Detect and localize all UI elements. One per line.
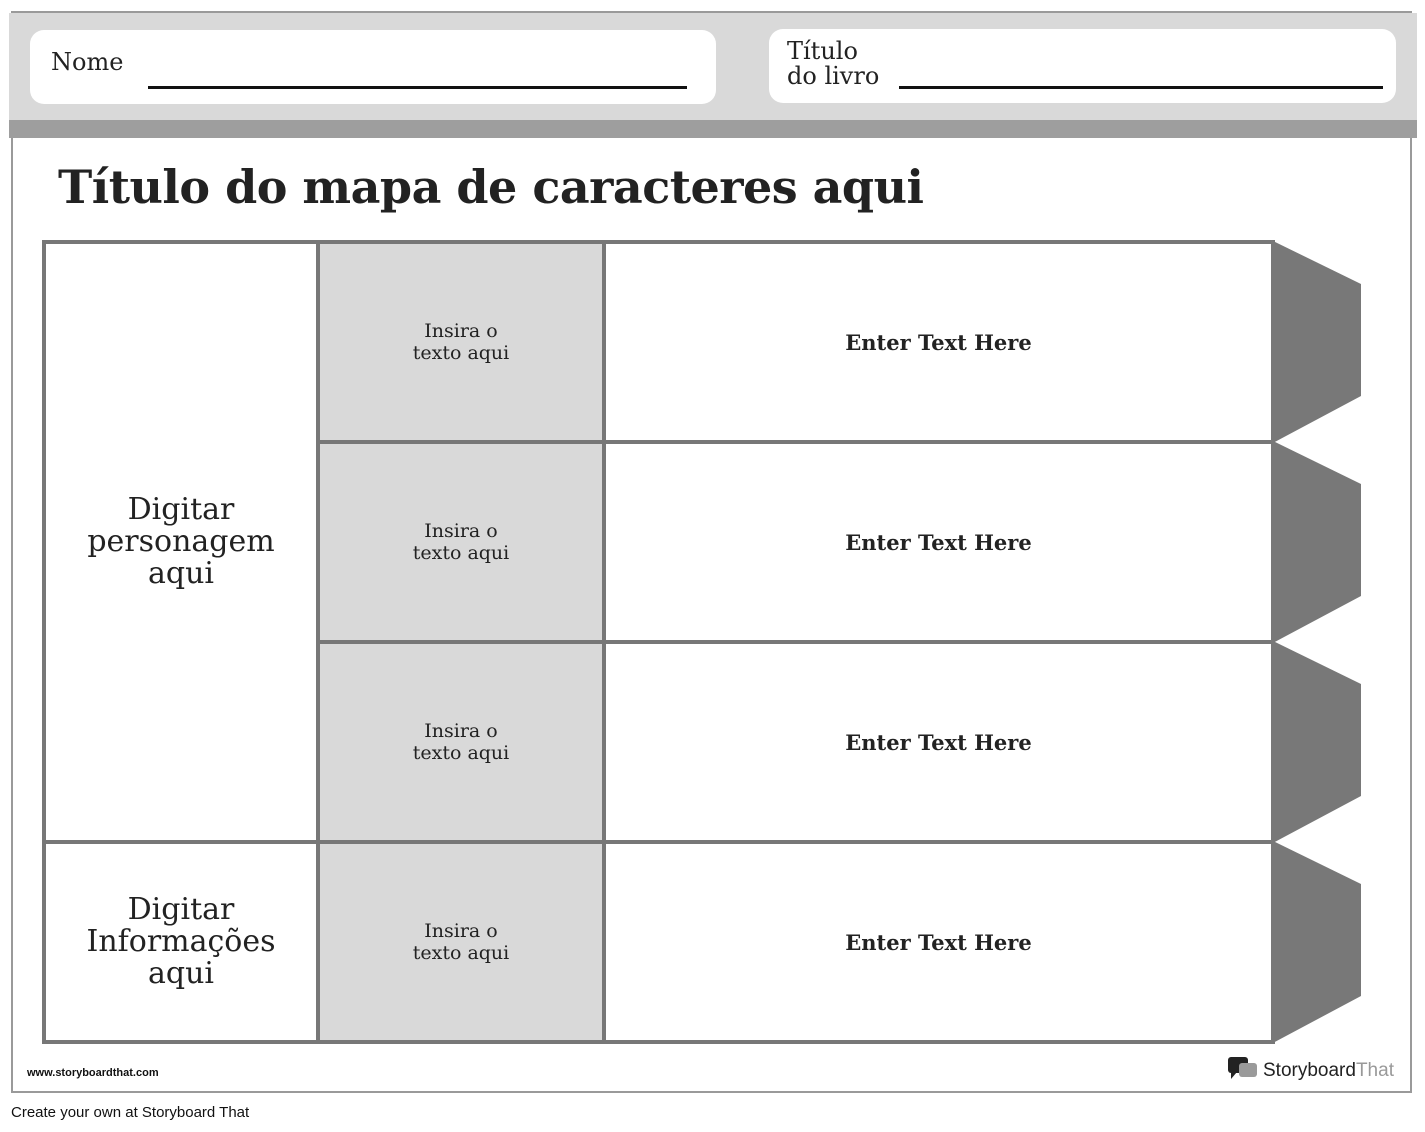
trait-text-1: Insira o texto aqui bbox=[412, 320, 510, 364]
arrow-tab-icon bbox=[1271, 840, 1361, 1044]
evidence-cell-2[interactable] bbox=[602, 440, 1275, 644]
trait-text-3: Insira o texto aqui bbox=[412, 720, 510, 764]
character-info-text: Digitar Informações aqui bbox=[86, 892, 276, 991]
book-title-field-box bbox=[769, 29, 1396, 103]
name-input-line[interactable] bbox=[148, 86, 687, 89]
arrow-tab-icon bbox=[1271, 440, 1361, 644]
evidence-text-1: Enter Text Here bbox=[845, 329, 1032, 355]
book-title-label-line1: Título bbox=[787, 37, 858, 65]
name-field-box bbox=[30, 30, 716, 104]
trait-cell-3[interactable] bbox=[316, 640, 606, 844]
site-url[interactable]: www.storyboardthat.com bbox=[27, 1067, 159, 1079]
book-title-label bbox=[787, 39, 897, 89]
evidence-cell-4[interactable] bbox=[602, 840, 1275, 1044]
book-title-input-line[interactable] bbox=[899, 86, 1383, 89]
logo-word-storyboard: Storyboard bbox=[1263, 1060, 1356, 1081]
footer-credit[interactable]: Create your own at Storyboard That bbox=[11, 1104, 250, 1121]
trait-cell-2[interactable] bbox=[316, 440, 606, 644]
logo-word-that: That bbox=[1355, 1060, 1394, 1081]
trait-text-2: Insira o texto aqui bbox=[412, 520, 510, 564]
header-strip bbox=[9, 120, 1417, 138]
arrow-tab-icon bbox=[1271, 640, 1361, 844]
character-name-text: Digitar personagem aqui bbox=[87, 492, 275, 591]
chat-bubbles-logo-icon bbox=[1228, 1056, 1258, 1086]
evidence-text-2: Enter Text Here bbox=[845, 529, 1032, 555]
evidence-cell-1[interactable] bbox=[602, 240, 1275, 444]
logo-wordmark bbox=[1263, 1060, 1394, 1082]
name-label: Nome bbox=[51, 48, 124, 76]
trait-cell-4[interactable] bbox=[316, 840, 606, 1044]
evidence-text-3: Enter Text Here bbox=[845, 729, 1032, 755]
page-title[interactable]: Título do mapa de caracteres aqui bbox=[58, 160, 924, 214]
character-name-cell[interactable] bbox=[42, 240, 320, 844]
arrow-tab-icon bbox=[1271, 240, 1361, 444]
evidence-cell-3[interactable] bbox=[602, 640, 1275, 844]
storyboardthat-logo[interactable] bbox=[1228, 1056, 1394, 1086]
book-title-label-line2: do livro bbox=[787, 62, 880, 90]
trait-cell-1[interactable] bbox=[316, 240, 606, 444]
character-info-cell[interactable] bbox=[42, 840, 320, 1044]
evidence-text-4: Enter Text Here bbox=[845, 929, 1032, 955]
trait-text-4: Insira o texto aqui bbox=[412, 920, 510, 964]
